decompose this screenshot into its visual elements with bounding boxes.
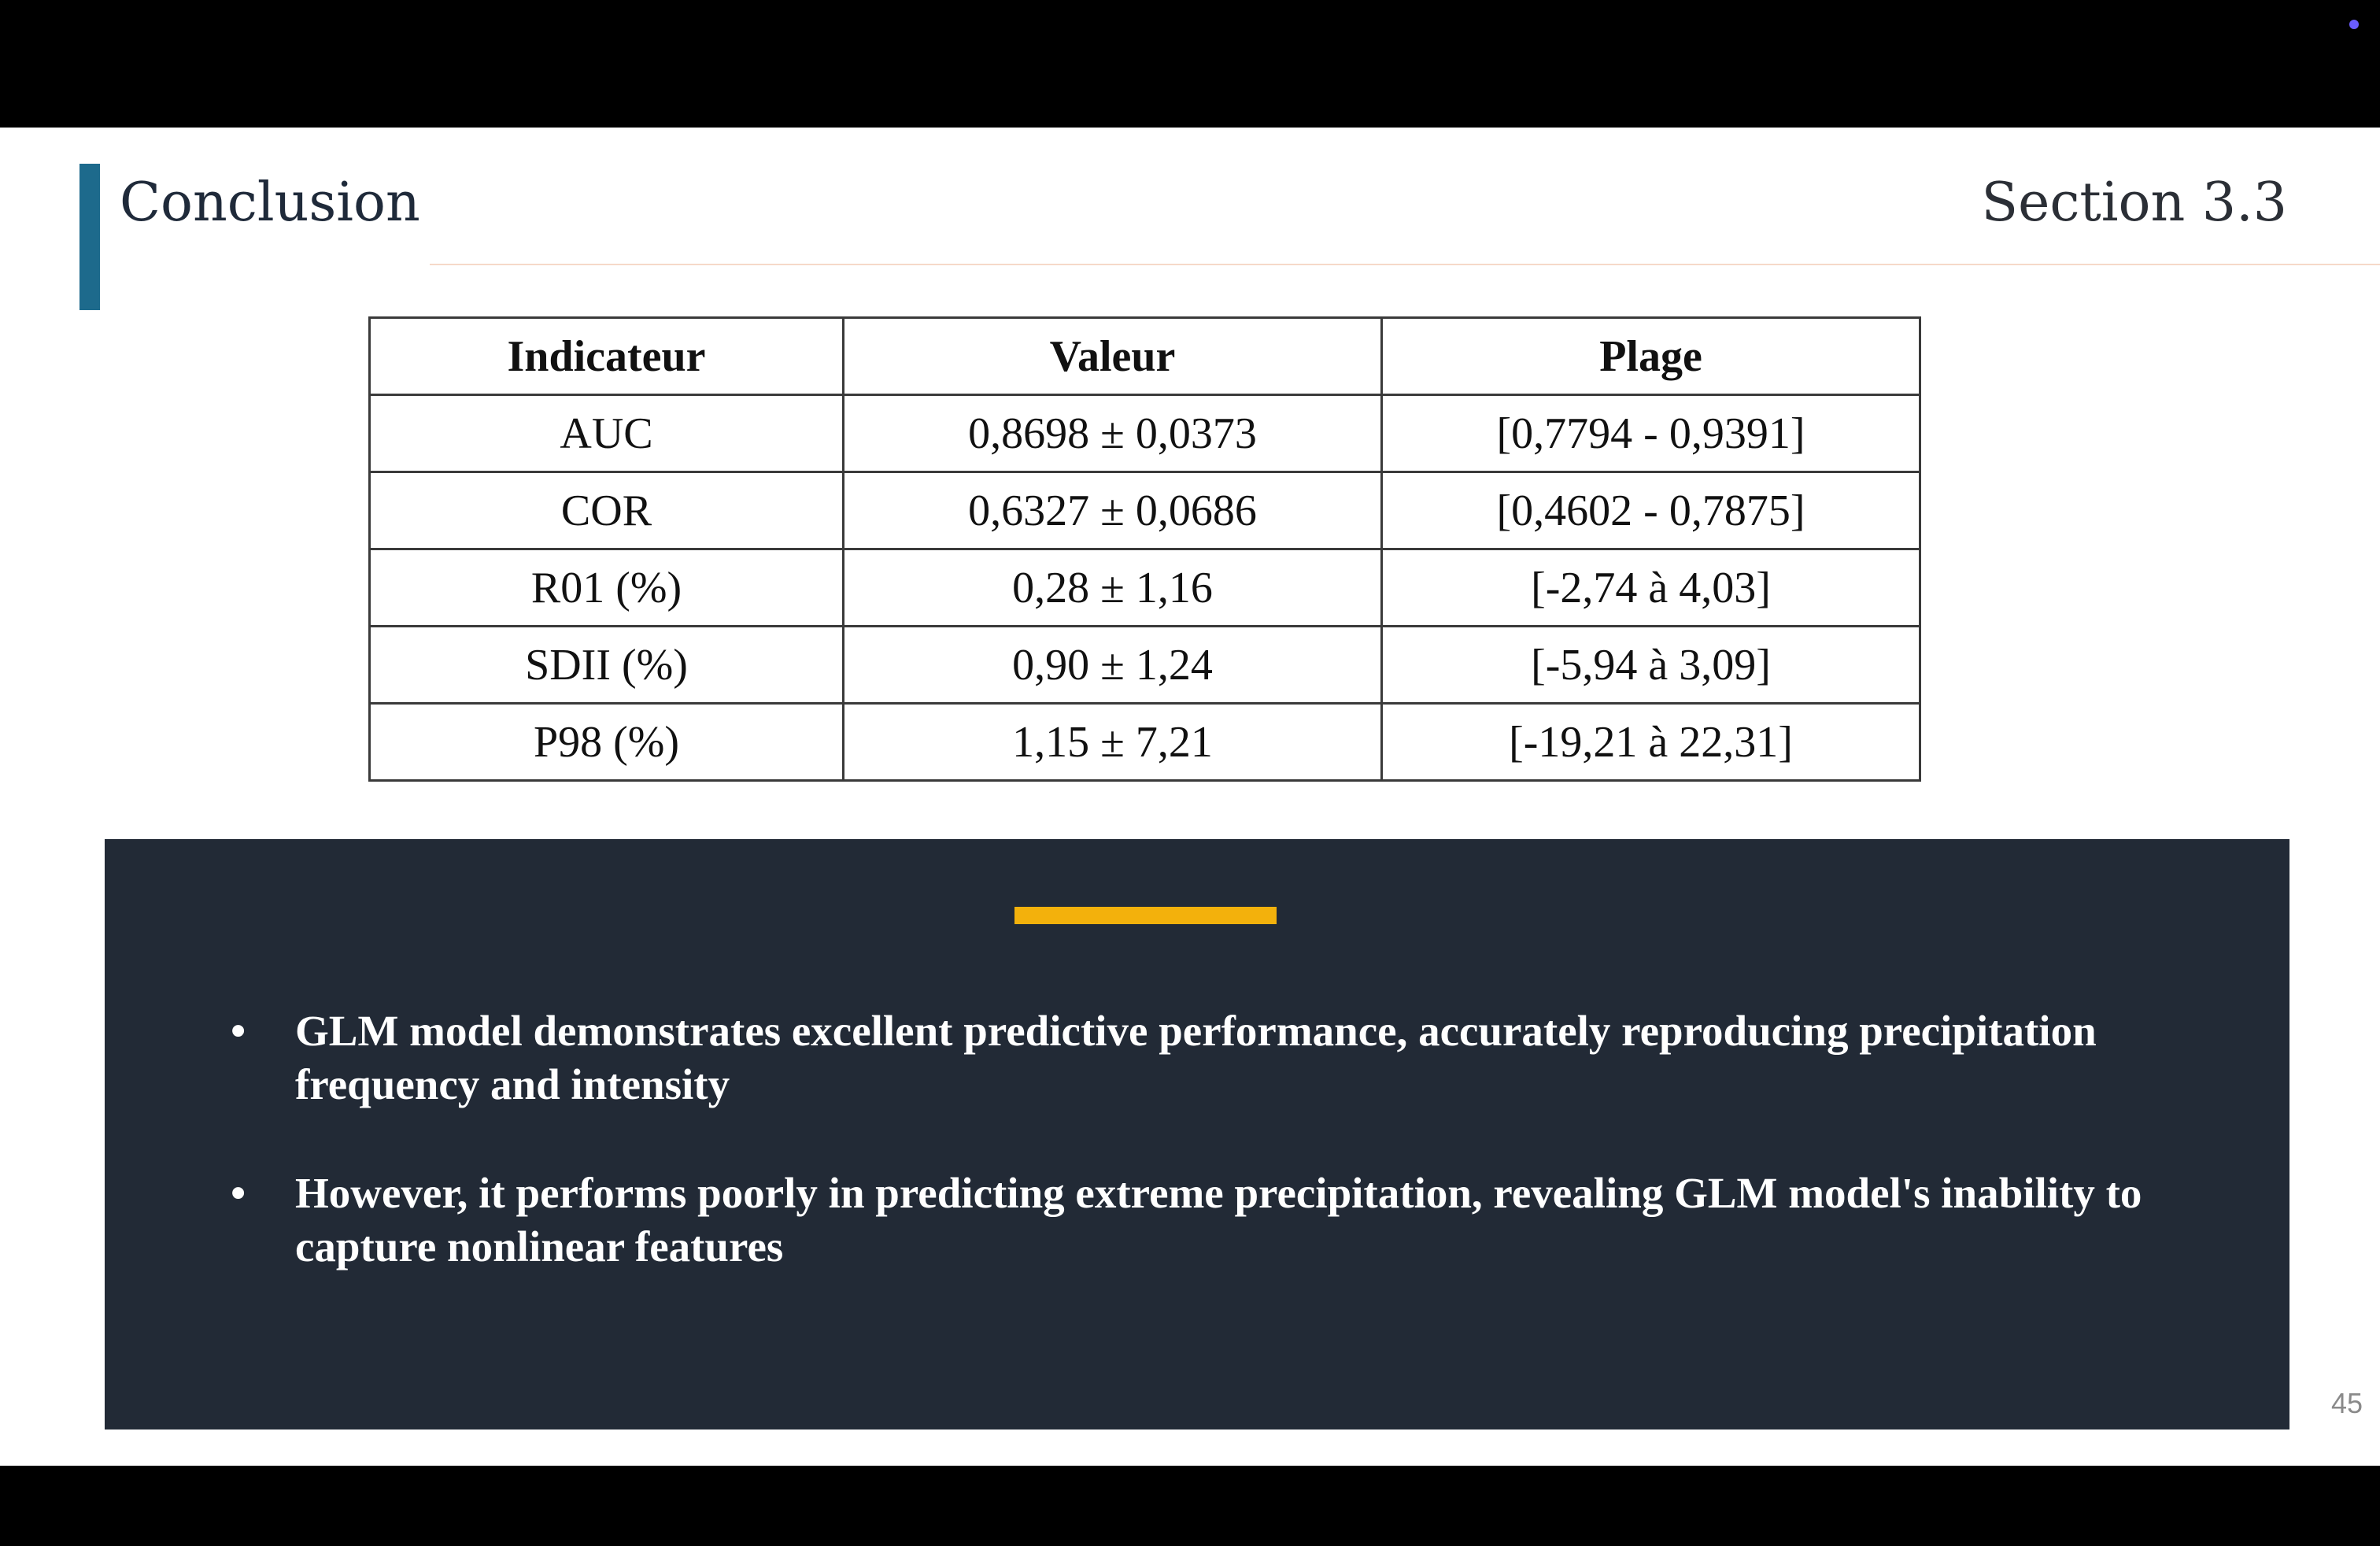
title-accent-bar (79, 164, 100, 310)
summary-bullet-list (231, 1004, 2230, 1329)
summary-accent-bar (1014, 907, 1277, 924)
table-row (370, 627, 1920, 704)
table-cell-value: 1,15 ± 7,21 (844, 704, 1382, 781)
table-header-indicator: Indicateur (370, 318, 844, 395)
table-header-row (370, 318, 1920, 395)
summary-bullet-text: However, it performs poorly in predicting extreme precipitation, revealing GLM model's inability to capture nonlinear features (295, 1169, 2142, 1270)
table-cell-range: [-2,74 à 4,03] (1382, 549, 1920, 627)
table-cell-range: [-19,21 à 22,31] (1382, 704, 1920, 781)
table-row (370, 395, 1920, 472)
table-cell-indicator: P98 (%) (370, 704, 844, 781)
slide (0, 128, 2380, 1466)
bullet-icon: • (231, 1169, 246, 1217)
summary-bullet-item (231, 1167, 2230, 1274)
table-header-range: Plage (1382, 318, 1920, 395)
table-cell-value: 0,6327 ± 0,0686 (844, 472, 1382, 549)
table-header-value: Valeur (844, 318, 1382, 395)
table-cell-indicator: AUC (370, 395, 844, 472)
letterbox-bottom (0, 1466, 2380, 1546)
summary-bullet-item (231, 1004, 2230, 1111)
table-row (370, 704, 1920, 781)
letterbox-top (0, 0, 2380, 128)
bullet-icon: • (231, 1007, 246, 1055)
results-table (368, 316, 1921, 782)
table-cell-indicator: COR (370, 472, 844, 549)
table-cell-range: [0,4602 - 0,7875] (1382, 472, 1920, 549)
page-number: 45 (2330, 1387, 2363, 1419)
table-cell-value: 0,90 ± 1,24 (844, 627, 1382, 704)
table-cell-indicator: SDII (%) (370, 627, 844, 704)
summary-panel (105, 839, 2289, 1429)
table-cell-indicator: R01 (%) (370, 549, 844, 627)
slide-title: Conclusion (120, 172, 420, 234)
table-row (370, 472, 1920, 549)
table-row (370, 549, 1920, 627)
title-divider (430, 264, 2380, 265)
table-cell-range: [0,7794 - 0,9391] (1382, 395, 1920, 472)
table-cell-value: 0,8698 ± 0,0373 (844, 395, 1382, 472)
table-cell-value: 0,28 ± 1,16 (844, 549, 1382, 627)
presenter-indicator-dot (2349, 20, 2359, 29)
table-cell-range: [-5,94 à 3,09] (1382, 627, 1920, 704)
summary-bullet-text: GLM model demonstrates excellent predictive performance, accurately reproducing precipitation frequency and intensity (295, 1007, 2097, 1108)
section-label: Section 3.3 (1981, 172, 2287, 234)
